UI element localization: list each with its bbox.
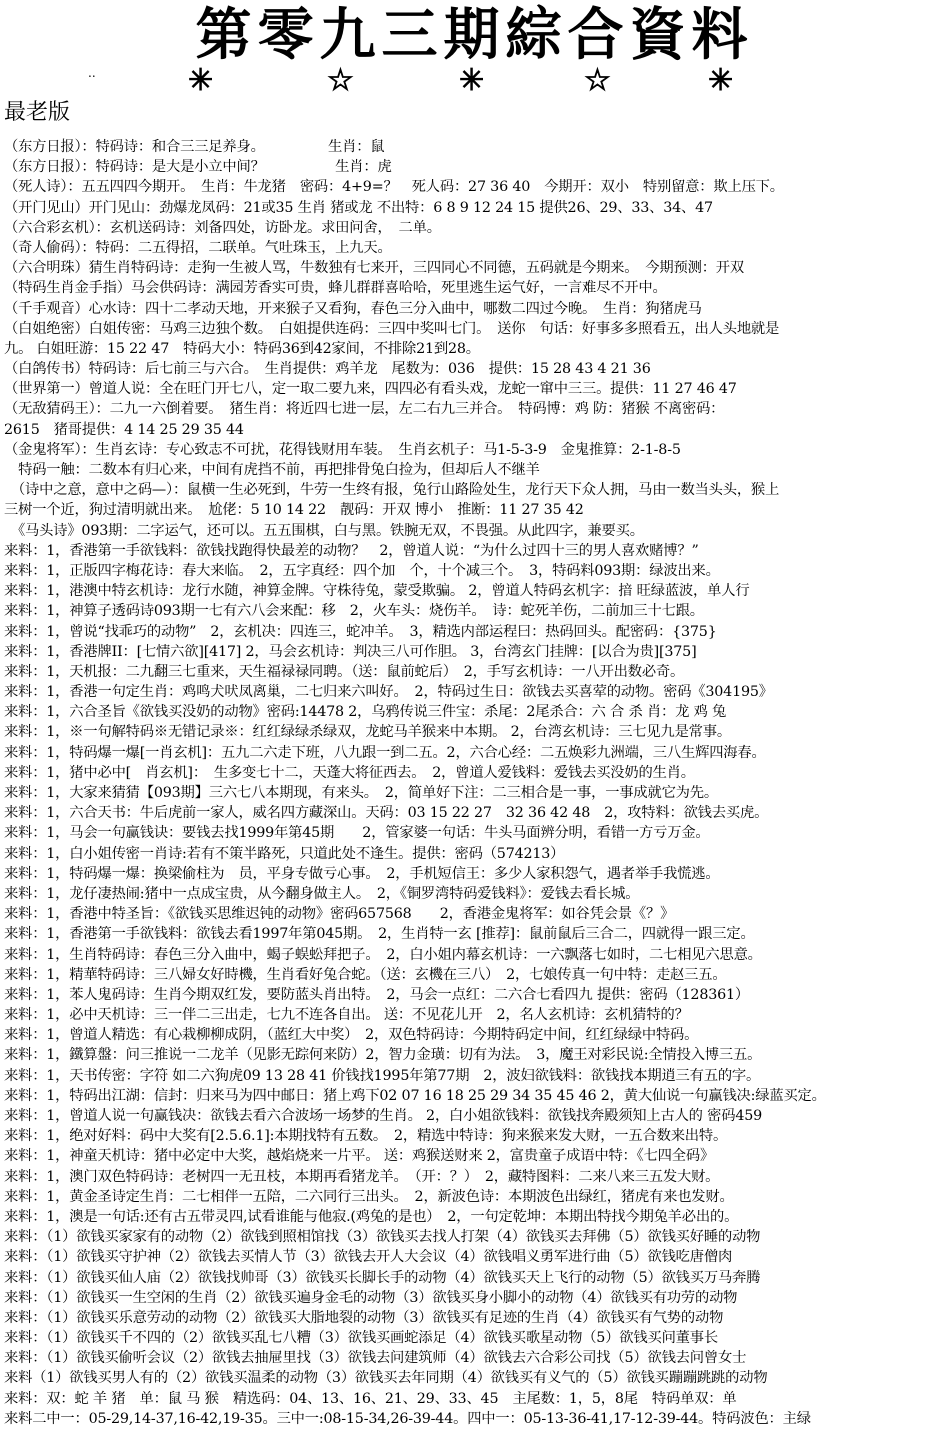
text-line: （奇人偷码）：特码：二五得招，二联单。气吐珠玉，上九天。 [4,239,392,256]
text-line: （东方日报）：特码诗：是大是小立中间？ 生肖：虎 [4,159,392,176]
edition-label: 最老版 [4,100,71,125]
text-line: 来料：1，香港牌II：[七情六欲][417] 2，马会玄机诗：判决三八可作胆。 3，台湾玄门挂牌：[以合为贵][375] [4,643,697,660]
text-line: 来料：（1）欲钱买守护神（2）欲钱去买情人节（3）欲钱去开人大会议（4）欲钱唱义勇军进行曲（5）欲钱吃唐僧肉 [4,1249,733,1266]
text-line: （六合明珠）猜生肖特码诗：走狗一生被人骂，牛数独有七来开，三四同心不同德，五码就是今期来。 今期预测：开双 [4,260,744,277]
text-line: 来料：（1）欲钱买一生空闲的生肖（2）欲钱买遍身金毛的动物（3）欲钱买身小脚小的动物（4）欲钱买有功劳的动物 [4,1289,738,1306]
text-line: 来料二中一：05-29,14-37,16-42,19-35。三中一:08-15-34,26-39-44。四中一：05-13-36-41,17-12-39-44。特码波色：主绿 [4,1410,811,1427]
text-line: （千手观音）心水诗：四十二孝动天地，开来猴子又看狗，春色三分入曲中，哪数二四过今晚。 生肖：狗猪虎马 [4,300,702,317]
text-line: 来料：1，生肖特码诗：春色三分入曲中，蝎子蜈蚣拜把子。 2，白小姐内幕玄机诗：一六飘落七如时，二七相见六思意。 [4,946,762,963]
text-line: 来料：1，神童天机诗：猪中必定中大奖，越焰烧来一片平。 送：鸡猴送财来 2，富贵童子成语中特：《七四全码》 [4,1148,715,1165]
asterisk-icon: ✳ [188,63,214,98]
text-line: （无敌猜码王）：二九一六倒着要。 猪生肖：将近四七进一层，左二右九三并合。 特码博：鸡 防：猪猴 不离密码： [4,401,725,418]
text-line: （白鸽传书）特码诗：后七前三与六合。 生肖提供：鸡羊龙 尾数为：036 提供：15 28 43 4 21 36 [4,361,651,378]
text-line: 来料：（1）欲钱买乐意劳动的动物（2）欲钱买大脂地裂的动物（3）欲钱买有足迹的生肖（4）欲钱买有气势的动物 [4,1309,724,1326]
text-line: 来料：1，澳门双色特码诗：老树四一无丑枝，本期再看猪龙羊。 （开：？） 2，藏特图料：二来八来三五发大财。 [4,1168,720,1185]
text-line: 来料：1，马会一句赢钱诀：要钱去找1999年第45期 2，管家婆一句话：牛头马面辨分明，看错一方亏万金。 [4,825,710,842]
text-line: 《马头诗》093期：二字运气，还可以。五五围棋，白与黑。铁腕无双，不畏强。从此四字，兼要买。 [4,522,644,539]
text-line: 来料：（1）欲钱买偷听会议（2）欲钱去抽屉里找（3）欲钱去问建筑师（4）欲钱去六合彩公司找（5）欲钱去问曾女士 [4,1350,747,1367]
text-line: 来料：1，特码爆一爆：换梁偷柱为 员，平身专做亏心事。 2，手机短信王：多少人家积怨气，遇者举手我慌逃。 [4,865,720,882]
star-icon: ☆ [584,63,611,98]
text-line: （白姐绝密）白姐传密：马鸡三边独个数。 白姐提供连码：三四中奖叫七门。 送你 句话：好事多多照看五，出人头地就是 [4,320,780,337]
text-line: （死人诗）：五五四四今期开。 生肖：牛龙猪 密码：4+9=？ 死人码：27 36 40 今期开：双小 特别留意：欺上压下。 [4,179,784,196]
text-line: 来料：1，神算子透码诗093期一七有六八会来配：移 2，火车头：烧伤羊。 诗：蛇死羊伤，二前加三十七跟。 [4,603,704,620]
star-icon: ☆ [327,63,354,98]
text-line: 来料：1，白小姐传密一肖诗:若有不策半路死，只道此处不逢生。提供：密码（574213） [4,845,565,862]
text-line: 来料：1，港澳中特玄机诗：龙行水随，神算金牌。守株待兔，蒙受欺骗。 2，曾道人特码玄机字：揞 旺绿蓝波，单人行 [4,583,750,600]
text-line: 来料：1，澳是一句话:还有古五带灵四,试看谁能与他寂.(鸡兔的是也） 2，一句定乾坤：本期出特找今期兔羊必出的。 [4,1208,739,1225]
text-line: 来料：双：蛇 羊 猪 单：鼠 马 猴 精选码：04、13、16、21、29、33、45 主尾数：1，5，8尾 特码单双：单 [4,1390,737,1407]
text-line: （六合彩玄机）：玄机送码诗：刘备四处，访卧龙。求田问舍， 二单。 [4,219,441,236]
text-line: 来料：1，曾道人说一句赢钱决：欲钱去看六合波场一场梦的生肖。 2，白小姐欲钱料：欲钱找奔殿须知上古人的 密码459 [4,1108,763,1124]
text-line: 来料：1，大家来猜猜【093期】三六七八本期现，有来头。 2，简单好下注：二三相合是一事，一事成就它为先。 [4,785,718,801]
text-line: 来料：1，※一句解特码※无错记录※：红红绿绿杀绿双，龙蛇马羊猴来中本期。 2，台湾玄机诗：三七见九是常事。 [4,724,731,741]
text-line: 来料：1，必中天机诗：三一伴二三出走，七九不连各自出。 送：不见花儿开 2，名人玄机诗：玄机猜特的？ [4,1007,689,1024]
text-line: 来料：1，鐵算盤：问三推说一二龙羊（见影无踪何来防）2，智力金璜：切有为法。 3，魔王对彩民说:全情投入博三五。 [4,1047,762,1064]
text-line: 来料（1）欲钱买男人有的（2）欲钱买温柔的动物（3）欲钱买去年同期（4）欲钱买有义气的（5）欲钱买蹦蹦跳跳的动物 [4,1370,768,1387]
text-line: 来料：（1）欲钱买千不四的（2）欲钱买乱七八糟（3）欲钱买画蛇添足（4）欲钱买歌星动物（5）欲钱买问董事长 [4,1330,718,1347]
asterisk-icon: ✳ [708,63,734,98]
content-body [4,137,944,1429]
text-line: 来料：1，六合天书：牛后虎前一家人，威名四方藏深山。天码：03 15 22 27 32 36 42 48 2，攻特料：欲钱去买虎。 [4,805,769,822]
text-line: 来料：1，猪中必中[ 肖玄机]： 生多变七十二，天蓬大将征西去。 2，曾道人爱钱料：爱钱去买没奶的生肖。 [4,764,695,781]
text-line: 特码一触：二数本有归心来，中间有虎挡不前，再把排骨兔白捡为，但却后人不继羊 [4,462,540,478]
text-line: 来料：1，绝对好料：码中大奖有[2.5.6.1]:本期找特有五数。 2，精选中特诗：狗来猴来发大财，一五合数来出特。 [4,1128,728,1145]
decor-stars [0,64,949,98]
text-line: 三树一个近，狗过清明就出来。 尬佬：5 10 14 22 靓码：开双 博小 推断：11 27 35 42 [4,502,584,519]
text-line: （开门见山）开门见山：劲爆龙凤码：21或35 生肖 猪或龙 不出特：6 8 9 12 24 15 提供26、29、33、34、47 [4,199,713,216]
text-line: 来料：1，香港第一手欲钱料：欲钱去看1997年第045期。 2，生肖特一玄 [推荐]：鼠前鼠后三合二，四就得一跟三定。 [4,926,755,943]
text-line: 来料：1，香港一句定生肖：鸡鸣犬吠凤离巢，二七归来六叫好。 2，特码过生日：欲钱去买喜荤的动物。密码《304195》 [4,684,773,701]
text-line: 来料：1，曾说“找乖巧的动物” 2，玄机决：四连三，蛇冲羊。 3，精选内部运程曰：热码回头。配密码：{375} [4,623,717,640]
text-line: （世界第一）曾道人说：全在旺门开七八，定一取二要九来，四四必有看头戏，龙蛇一窜中三三。提供：11 27 46 47 [4,381,737,398]
text-line: 来料：1，特码爆一爆[一肖玄机]：五九二六走下班，八九跟一到二五。2，六合心经：二五焕彩九洲端，三八生辉四海春。 [4,744,766,761]
page-title: 第零九三期綜合資料 [195,2,754,68]
text-line: （东方日报）：特码诗：和合三三足养身。 生肖：鼠 [4,139,385,155]
text-line: 来料：1，特码出江湖：信封：归来马为四中邮日：猪上鸡下02 07 16 18 25 29 34 35 45 46 2，黄大仙说一句赢钱决:绿蓝买定。 [4,1087,826,1104]
text-line: 九。 白姐旺游：15 22 47 特码大小：特码36到42家间，不排除21到28。 [4,340,480,357]
text-line: 来料：1，天书传密：字符 如二六狗虎09 13 28 41 价钱找1995年第77期 2，波妇欲钱料：欲钱找本期逍三有五的字。 [4,1067,761,1084]
text-line: 来料：1，精華特码诗：三八婦女好時機，生肖看好兔合蛇。（送：玄機在三八） 2，七娘传真一句中特：走赵三五。 [4,966,727,983]
text-line: 来料：（1）欲钱买仙人庙（2）欲钱找帅哥（3）欲钱买长脚长手的动物（4）欲钱买天上飞行的动物（5）欲钱买万马奔腾 [4,1269,761,1286]
text-line: 来料：1，香港第一手欲钱料：欲钱找跑得快最差的动物？ 2，曾道人说：“为什么过四十三的男人喜欢赌博？” [4,542,699,559]
text-line: 来料：1，天机报：二九翻三七重来，天生福禄禄同聘。（送：鼠前蛇后） 2，手写玄机诗：一八开出数必奇。 [4,663,685,680]
asterisk-icon: ✳ [459,63,485,98]
text-line: 来料：1，苯人鬼码诗：生肖今期双红发，要防蓝头肖出特。 2，马会一点红：二六合七看四九 提供：密码（128361） [4,986,750,1003]
text-line: 来料：1，龙仔凄热闹:猪中一点成宝贵，从今翻身做主人。 2，《铜罗湾特码爱钱料》：爱钱去看长城。 [4,885,640,902]
text-line: 来料：（1）欲钱买家家有的动物（2）欲钱到照相馆找（3）欲钱买去找人打架（4）欲钱买去拜佛（5）欲钱买好睡的动物 [4,1229,761,1246]
text-line: 来料：1，正版四字梅花诗：春大来临。 2，五字真经：四个加 个，十个减三个。 3，特码料093期：绿波出来。 [4,562,720,579]
text-line: 来料：1，六合圣旨《欲钱买没奶的动物》密码:14478 2，乌鸦传说三件宝：杀尾：2尾杀合：六 合 杀 肖：龙 鸡 兔 [4,704,727,721]
text-line: （金鬼将军）：生肖玄诗：专心致志不可扰，花得钱财用车装。 生肖玄机子：马1-5-3-9 金鬼推算：2-1-8-5 [4,441,681,458]
decor-dots: .. [88,66,96,80]
text-line: （特码生肖金手指）马会供码诗：满园芳香实可贵，蜂儿群群喜哈哈，死里逃生运气好，一言难尽不开中。 [4,280,667,297]
text-line: （诗中之意，意中之码—）：鼠横一生必死到，牛劳一生终有报，兔行山路险处生，龙行天下众人拥，马由一数当头头，猴上 [4,482,780,499]
text-line: 来料：1，香港中特圣旨：《欲钱买思维迟钝的动物》密码657568 2，香港金鬼将军：如谷凭会景《？》 [4,906,675,923]
text-line: 2615 猪哥提供：4 14 25 29 35 44 [4,421,244,438]
text-line: 来料：1，黄金圣诗定生肖：二七相伴一五陪，二六同行三出头。 2，新波色诗：本期波色出绿红，猪虎有来也发财。 [4,1188,734,1205]
text-line: 来料：1，曾道人精选：有心栽柳柳成阴，（蓝红大中奖） 2，双色特码诗：今期特码定中间，红红绿绿中特码。 [4,1027,699,1044]
